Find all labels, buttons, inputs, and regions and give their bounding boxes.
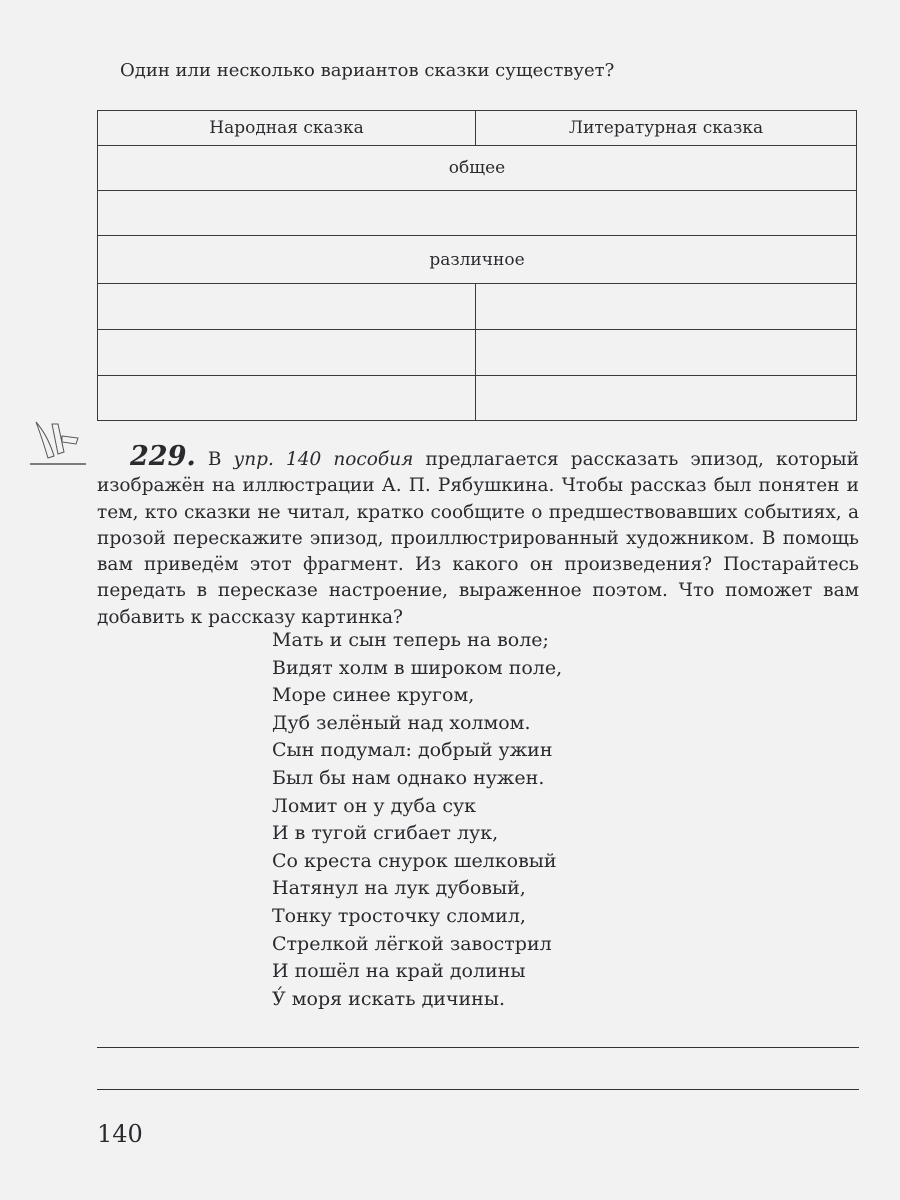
poem-line: Был бы нам однако нужен. bbox=[272, 766, 545, 789]
answer-line[interactable] bbox=[97, 1089, 859, 1090]
exercise-reference: упр. 140 пособия bbox=[233, 449, 414, 470]
exercise-number: 229. bbox=[130, 441, 196, 472]
section-common: общее bbox=[98, 146, 857, 191]
answer-cell-common[interactable] bbox=[98, 191, 857, 236]
page-number: 140 bbox=[97, 1120, 143, 1148]
header-literary-tale: Литературная сказка bbox=[476, 111, 857, 146]
answer-cell[interactable] bbox=[476, 330, 857, 376]
poem-line: Сын подумал: добрый ужин bbox=[272, 739, 553, 762]
quill-icon bbox=[28, 418, 88, 470]
poem bbox=[272, 627, 562, 1013]
poem-line: И пошёл на край долины bbox=[272, 960, 526, 983]
exercise-text: предлагается рассказать эпизод, который изображён на иллюстрации А. П. Рябушкина. Чтобы рассказ был понятен и тем, кто сказки не читал, кратко сообщите о предшествовавших событиях, а прозой перескажите эпизод, проиллюстрированный художником. В помощь вам приведём этот фрагмент. Из какого он произведения? Постарайтесь передать в пересказе настроение, выраженное поэтом. Что поможет вам добавить к рассказу картинка? bbox=[97, 449, 859, 628]
poem-line: Море синее кругом, bbox=[272, 684, 475, 707]
section-different: различное bbox=[98, 236, 857, 284]
exercise-229 bbox=[97, 441, 859, 631]
poem-line: Стрелкой лёгкой завострил bbox=[272, 932, 552, 955]
poem-line: Ломит он у дуба сук bbox=[272, 794, 477, 817]
poem-line: Видят холм в широком поле, bbox=[272, 656, 563, 679]
answer-cell[interactable] bbox=[98, 376, 476, 421]
answer-cell[interactable] bbox=[98, 284, 476, 330]
poem-line: Тонку тросточку сломил, bbox=[272, 904, 526, 927]
poem-line: Со креста снурок шелковый bbox=[272, 849, 557, 872]
answer-cell[interactable] bbox=[98, 330, 476, 376]
question-text: Один или несколько вариантов сказки существует? bbox=[120, 60, 615, 81]
poem-line: Натянул на лук дубовый, bbox=[272, 877, 526, 900]
poem-line: У́ моря искать дичины. bbox=[272, 987, 505, 1010]
answer-cell[interactable] bbox=[476, 284, 857, 330]
poem-line: И в тугой сгибает лук, bbox=[272, 822, 499, 845]
answer-cell[interactable] bbox=[476, 376, 857, 421]
header-folk-tale: Народная сказка bbox=[98, 111, 476, 146]
poem-line: Мать и сын теперь на воле; bbox=[272, 629, 549, 651]
poem-line: Дуб зелёный над холмом. bbox=[272, 711, 531, 734]
answer-line[interactable] bbox=[97, 1047, 859, 1048]
exercise-intro: В bbox=[207, 449, 222, 470]
comparison-table bbox=[97, 110, 857, 421]
